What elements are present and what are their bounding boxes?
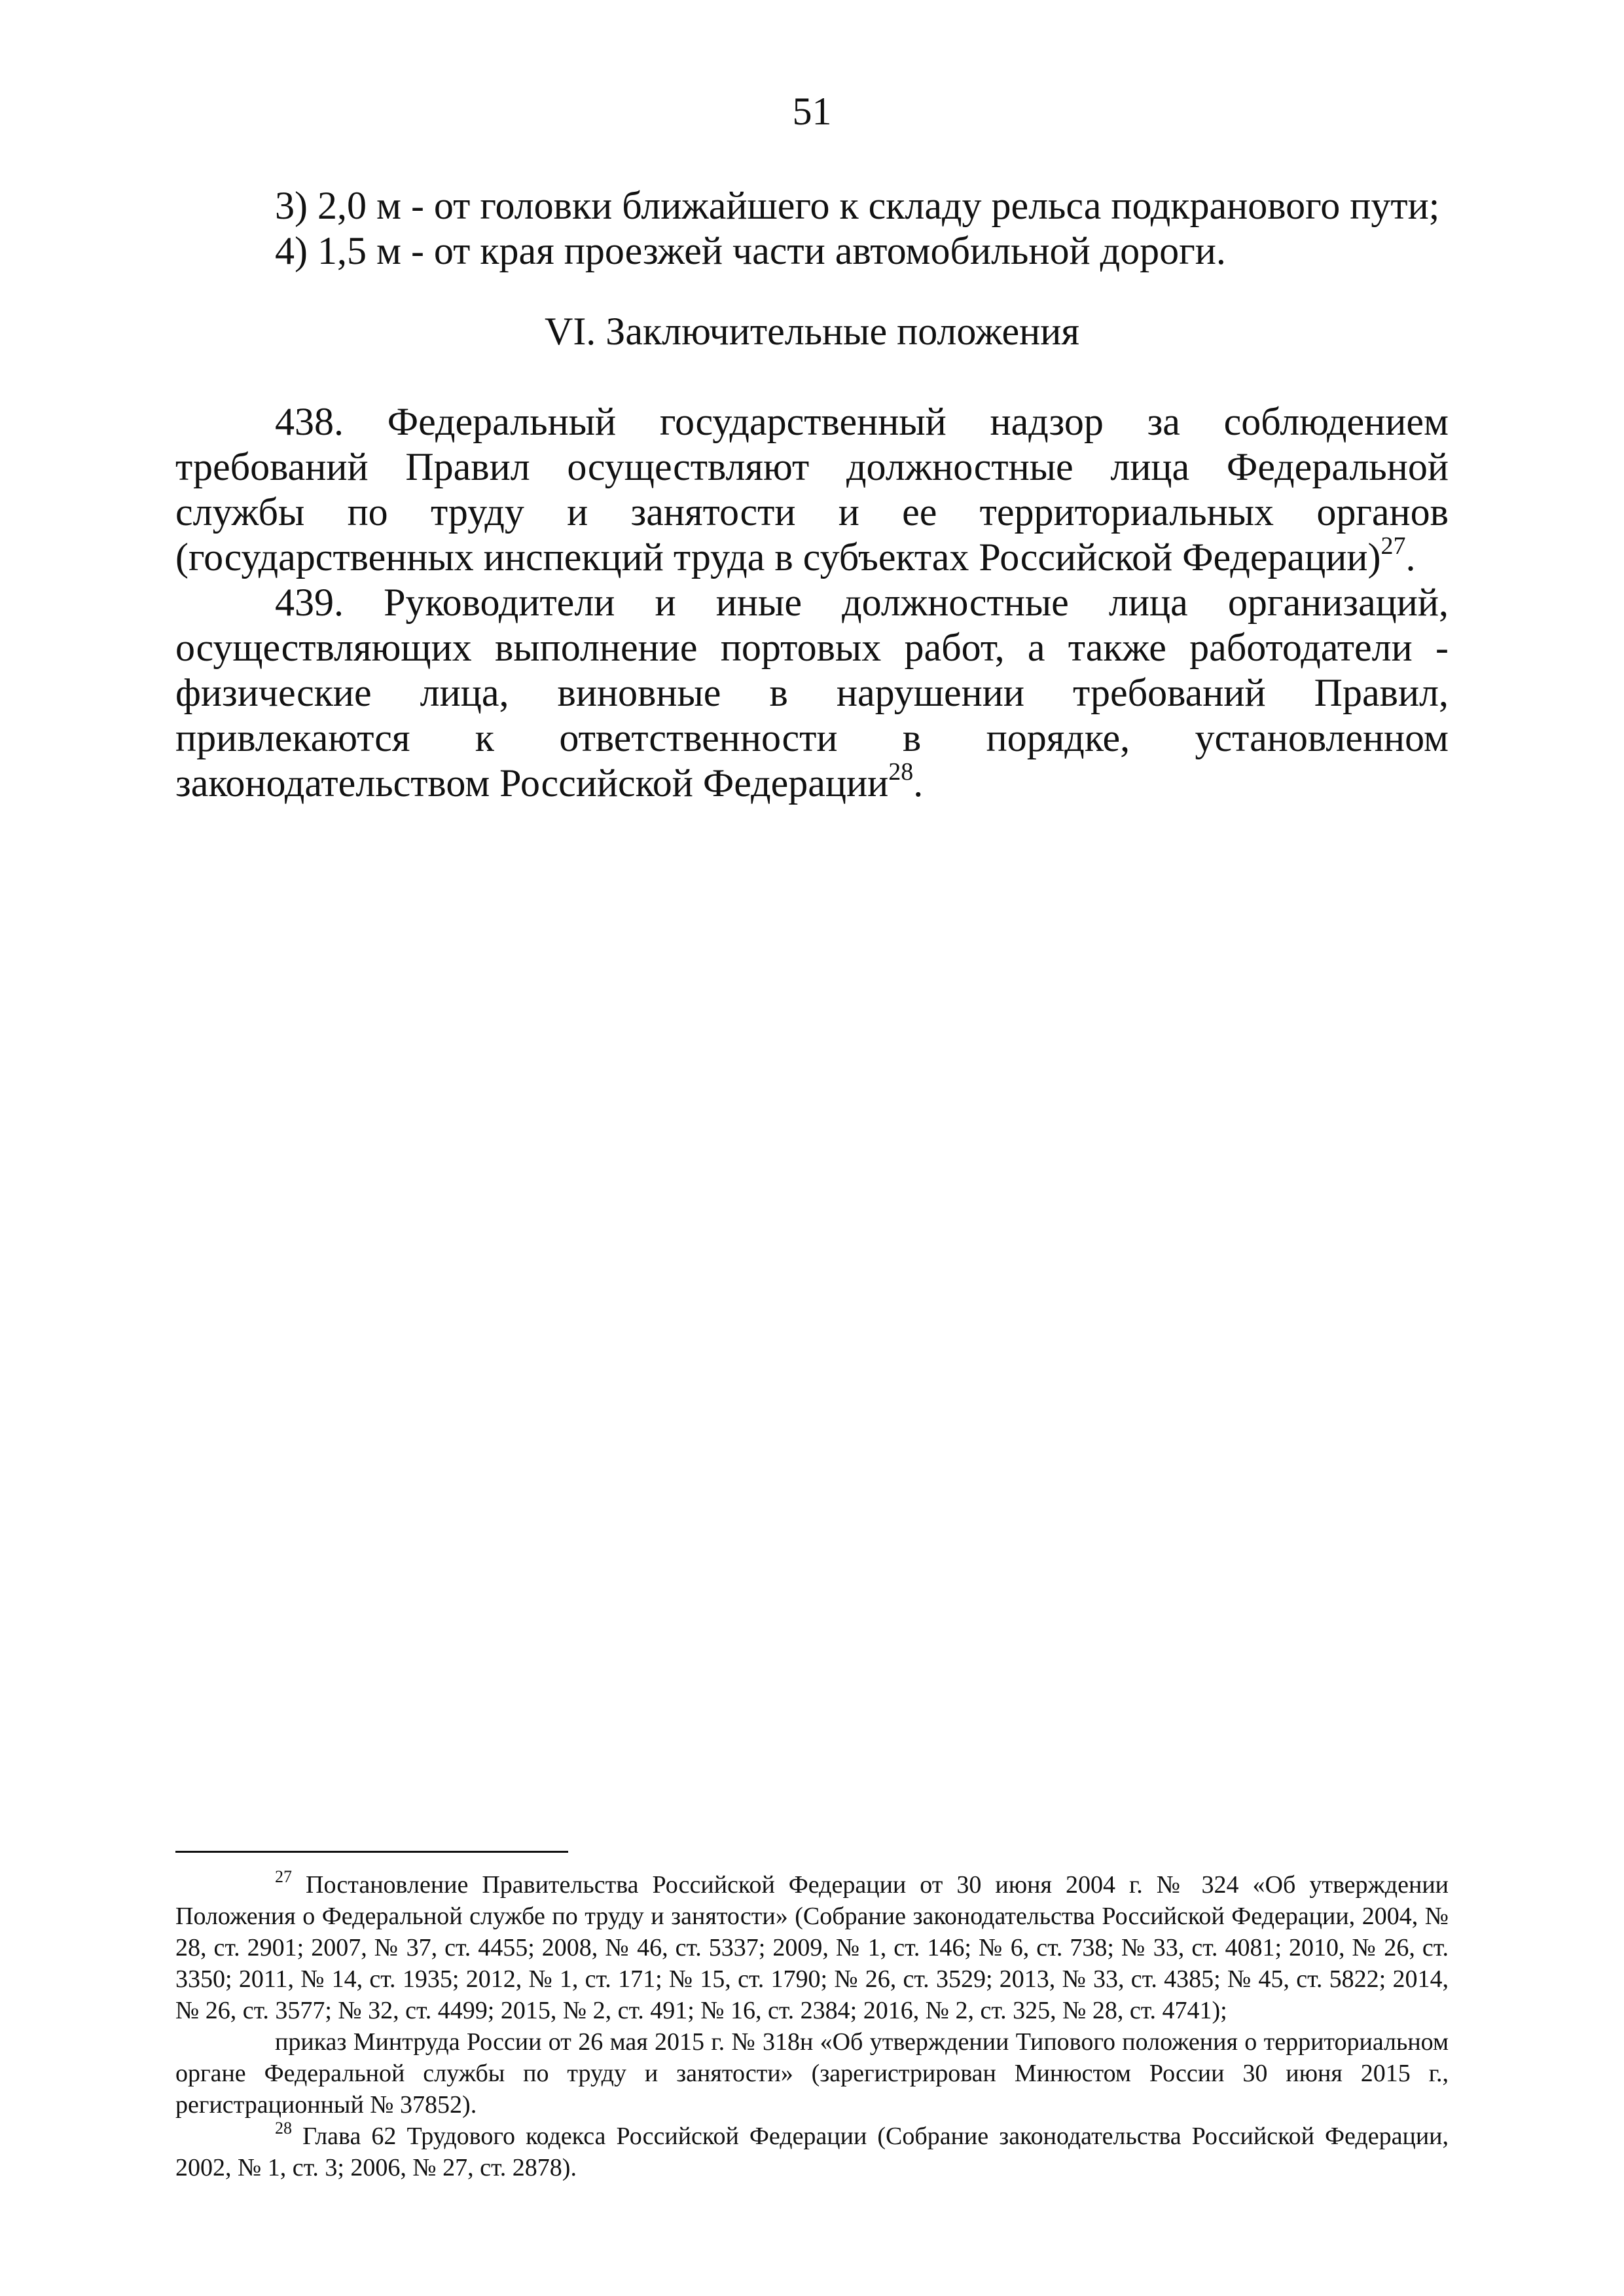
paragraph-tail: . bbox=[1405, 536, 1416, 579]
footnote-ref-27[interactable]: 27 bbox=[1380, 532, 1406, 560]
footnote-27 bbox=[175, 1869, 1449, 2026]
footnote-27-continued bbox=[175, 2026, 1449, 2121]
footnote-ref-28[interactable]: 28 bbox=[888, 758, 914, 786]
footnote-28 bbox=[175, 2121, 1449, 2183]
page-number: 51 bbox=[792, 90, 832, 133]
paragraph-text: 438. Федеральный государственный надзор за соблюдением требований Правил осуществляют должностные лица Федеральной службы по труду и занятости и ее территориальных органов (государственных инспекций труда в субъектах Российской Федерации) bbox=[175, 400, 1449, 579]
paragraph-tail: . bbox=[913, 761, 924, 805]
footnote-text: приказ Минтруда России от 26 мая 2015 г. № 318н «Об утверждении Типового положения о территориальном органе Федеральной службы по труду и занятости» (зарегистрирован Минюстом России 30 июня 2015 г., регистрационный № 37852). bbox=[175, 2028, 1449, 2119]
footnotes bbox=[175, 1869, 1449, 2183]
list-item-3: 3) 2,0 м - от головки ближайшего к складу рельса подкранового пути; bbox=[275, 184, 1440, 227]
list-item-4: 4) 1,5 м - от края проезжей части автомобильной дороги. bbox=[275, 229, 1226, 272]
paragraph-text: 439. Руководители и иные должностные лица организаций, осуществляющих выполнение портовых работ, а также работодатели - физические лица, виновные в нарушении требований Правил, привлекаются к ответственности в порядке, установленном законодательством Российской Федерации bbox=[175, 581, 1449, 805]
section-heading: VI. Заключительные положения bbox=[544, 310, 1079, 353]
footnote-marker: 28 bbox=[275, 2119, 292, 2138]
footnote-separator bbox=[175, 1851, 568, 1853]
footnote-text: Глава 62 Трудового кодекса Российской Федерации (Собрание законодательства Российской Федерации, 2002, № 1, ст. 3; 2006, № 27, ст. 2878). bbox=[175, 2123, 1449, 2181]
body-text bbox=[175, 399, 1449, 806]
paragraph-438 bbox=[175, 399, 1449, 580]
footnote-text: Постановление Правительства Российской Федерации от 30 июня 2004 г. № 324 «Об утверждении Положения о Федеральной службе по труду и занятости» (Собрание законодательства Российской Федерации, 2004, № 28, ст. 2901; 2007, № 37, ст. 4455; 2008, № 46, ст. 5337; 2009, № 1, ст. 146; № 6, ст. 738; № 33, ст. 4081; 2010, № 26, ст. 3350; 2011, № 14, ст. 1935; 2012, № 1, ст. 171; № 15, ст. 1790; № 26, ст. 3529; 2013, № 33, ст. 4385; № 45, ст. 5822; 2014, № 26, ст. 3577; № 32, ст. 4499; 2015, № 2, ст. 491; № 16, ст. 2384; 2016, № 2, ст. 325, № 28, ст. 4741); bbox=[175, 1871, 1449, 2024]
paragraph-439 bbox=[175, 580, 1449, 806]
footnote-marker: 27 bbox=[275, 1867, 292, 1887]
